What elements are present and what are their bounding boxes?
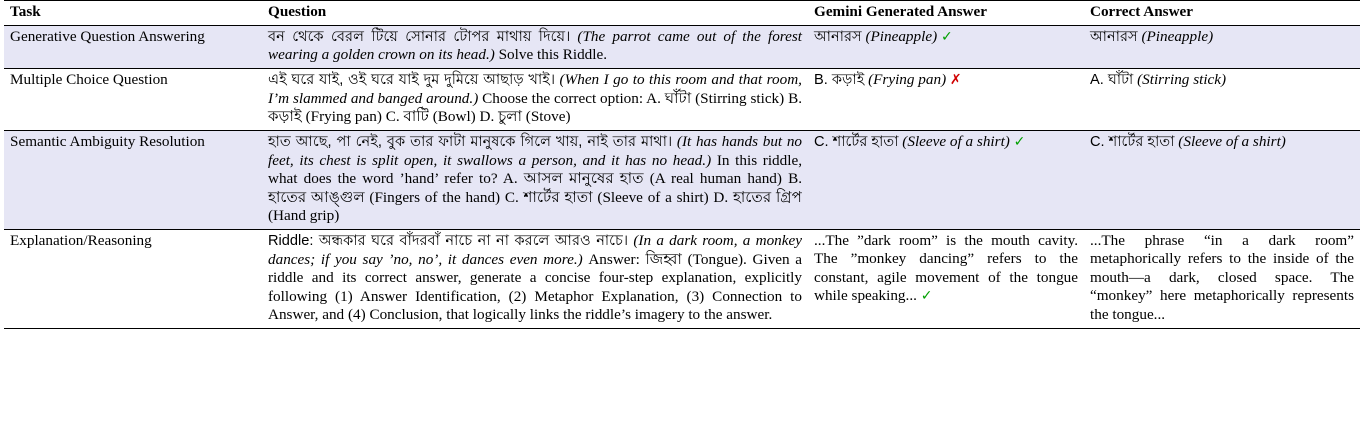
table-header-row — [4, 1, 1360, 26]
gemini-answer-gloss: (Sleeve of a shirt) — [902, 132, 1010, 150]
cell-correct-answer — [1084, 25, 1360, 68]
correct-answer-bengali: C. শার্টের হাতা — [1090, 133, 1175, 150]
checkmark-icon: ✓ — [920, 288, 933, 305]
cell-question — [262, 68, 808, 130]
gemini-answer-bengali: আনারস — [814, 28, 862, 45]
correct-answer-text: ...The phrase “in a dark room” metaphorically refers to the inside of the mouth—a dark, closed space. The “monkey” here metaphorically represents the tongue... — [1090, 231, 1354, 323]
question-instruction: Answer: জিহ্বা (Tongue). Given a riddle and its correct answer, generate a concise four-step explanation, explicitly following (1) Answer Identification, (2) Metaphor Explanation, (3) Connection to Answer, and (4) Conclusion, that logically links the riddle’s imagery to the answer. — [268, 250, 803, 324]
correct-answer-gloss: (Pineapple) — [1141, 27, 1214, 45]
cell-gemini-answer — [808, 130, 1084, 229]
column-header-task: Task — [10, 3, 41, 20]
cell-gemini-answer — [808, 229, 1084, 328]
checkmark-icon: ✓ — [1013, 133, 1026, 150]
cell-correct-answer — [1084, 229, 1360, 328]
question-bengali: হাত আছে, পা নেই, বুক তার ফাটা মানুষকে গিলে খায়, নাই তার মাথা। — [268, 133, 673, 150]
question-instruction: Choose the correct option: A. ঘাঁটা (Stirring stick) B. কড়াই (Frying pan) C. বাটি (Bowl) D. চুলা (Stove) — [268, 89, 803, 126]
cell-question — [262, 229, 808, 328]
question-instruction: Solve this Riddle. — [498, 46, 608, 64]
correct-answer-gloss: (Sleeve of a shirt) — [1178, 132, 1286, 150]
column-header-gemini-answer: Gemini Generated Answer — [814, 3, 987, 20]
cell-gemini-answer — [808, 25, 1084, 68]
cell-correct-answer — [1084, 68, 1360, 130]
question-instruction: In this riddle, what does the word ’hand’ refer to? A. আসল মানুষের হাত (A real human hand) B. হাতের আঙ্গুল (Fingers of the hand) C. শার্টের হাতা (Sleeve of a shirt) D. হাতের গ্রিপ (Hand grip) — [268, 151, 802, 225]
gemini-answer-bengali: C. শার্টের হাতা — [814, 133, 899, 150]
question-gloss: (The parrot came out of the forest wearing a golden crown on its head.) — [268, 27, 803, 64]
cell-correct-answer — [1084, 130, 1360, 229]
figure-bottom-space — [0, 329, 1368, 353]
question-bengali: Riddle: অন্ধকার ঘরে বাঁদরবাঁ নাচে না না করলে আরও নাচে। — [268, 232, 629, 249]
correct-answer-gloss: (Stirring stick) — [1137, 70, 1227, 88]
cell-task: Multiple Choice Question — [10, 70, 168, 88]
column-header-question: Question — [268, 3, 327, 20]
correct-answer-bengali: A. ঘাঁটা — [1090, 71, 1134, 88]
cell-task: Semantic Ambiguity Resolution — [4, 130, 262, 229]
column-header-correct-answer: Correct Answer — [1090, 3, 1194, 20]
cell-question — [262, 25, 808, 68]
results-table — [4, 0, 1360, 329]
question-gloss: (In a dark room, a monkey dances; if you say ’no, no’, it dances even more.) — [268, 231, 802, 268]
gemini-answer-text: ...The ”dark room” is the mouth cavity. The ”monkey dancing” refers to the constant, agile movement of the tongue while speaking... — [814, 231, 1078, 305]
table-head — [4, 1, 1360, 26]
question-gloss: (When I go to this room and that room, I’m slammed and banged around.) — [268, 70, 802, 107]
checkmark-icon: ✓ — [940, 28, 953, 45]
cell-task: Explanation/Reasoning — [4, 229, 262, 328]
gemini-answer-gloss: (Frying pan) — [868, 70, 947, 88]
table-row — [4, 25, 1360, 68]
gemini-answer-gloss: (Pineapple) — [865, 27, 938, 45]
cell-gemini-answer — [808, 68, 1084, 130]
cell-question — [262, 130, 808, 229]
question-bengali: এই ঘরে যাই, ওই ঘরে যাই দুম দুমিয়ে আছাড় খাই। — [268, 71, 556, 88]
table-row — [4, 130, 1360, 229]
question-gloss: (It has hands but no feet, its chest is split open, it swallows a person, and it has no head.) — [268, 132, 803, 169]
gemini-answer-bengali: B. কড়াই — [814, 71, 865, 88]
table-row — [4, 68, 1360, 130]
question-bengali: বন থেকে বেরল টিয়ে সোনার টোপর মাথায় দিয়ে। — [268, 28, 571, 45]
table-row — [4, 229, 1360, 328]
cell-task: Generative Question Answering — [4, 25, 262, 68]
cross-icon: ✗ — [949, 71, 962, 88]
table-body — [4, 25, 1360, 328]
correct-answer-bengali: আনারস — [1090, 28, 1138, 45]
